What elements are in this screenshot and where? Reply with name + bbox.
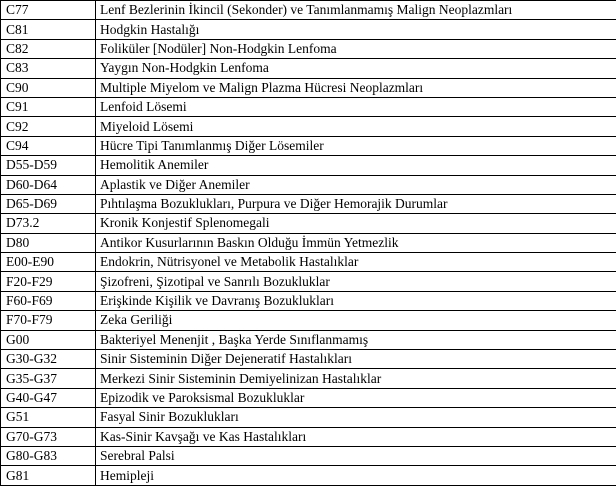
description-cell: Aplastik ve Diğer Anemiler bbox=[96, 175, 616, 194]
description-cell: Epizodik ve Paroksismal Bozukluklar bbox=[96, 388, 616, 407]
table-row bbox=[1, 272, 616, 291]
table-row bbox=[1, 39, 616, 58]
code-cell: D55-D59 bbox=[1, 156, 96, 175]
table-row bbox=[1, 330, 616, 349]
table-row bbox=[1, 388, 616, 407]
description-cell: Hemipleji bbox=[96, 466, 616, 485]
description-cell: Bakteriyel Menenjit , Başka Yerde Sınıflanmamış bbox=[96, 330, 616, 349]
table-row bbox=[1, 253, 616, 272]
description-cell: Şizofreni, Şizotipal ve Sanrılı Bozukluklar bbox=[96, 272, 616, 291]
description-cell: Merkezi Sinir Sisteminin Demiyelinizan Hastalıklar bbox=[96, 369, 616, 388]
table-row bbox=[1, 78, 616, 97]
code-cell: D80 bbox=[1, 233, 96, 252]
description-cell: Serebral Palsi bbox=[96, 446, 616, 465]
code-cell: D73.2 bbox=[1, 214, 96, 233]
description-cell: Kronik Konjestif Splenomegali bbox=[96, 214, 616, 233]
description-cell: Endokrin, Nütrisyonel ve Metabolik Hastalıklar bbox=[96, 253, 616, 272]
code-cell: D60-D64 bbox=[1, 175, 96, 194]
table-row bbox=[1, 194, 616, 213]
code-cell: F70-F79 bbox=[1, 311, 96, 330]
description-cell: Miyeloid Lösemi bbox=[96, 117, 616, 136]
code-cell: C81 bbox=[1, 20, 96, 39]
code-cell: F60-F69 bbox=[1, 291, 96, 310]
code-cell: D65-D69 bbox=[1, 194, 96, 213]
description-cell: Sinir Sisteminin Diğer Dejeneratif Hastalıkları bbox=[96, 350, 616, 369]
table-row bbox=[1, 20, 616, 39]
description-cell: Foliküler [Nodüler] Non-Hodgkin Lenfoma bbox=[96, 39, 616, 58]
description-cell: Pıhtılaşma Bozuklukları, Purpura ve Diğer Hemorajik Durumlar bbox=[96, 194, 616, 213]
table-row bbox=[1, 214, 616, 233]
table-row bbox=[1, 156, 616, 175]
table-row bbox=[1, 233, 616, 252]
code-cell: C94 bbox=[1, 136, 96, 155]
description-cell: Fasyal Sinir Bozuklukları bbox=[96, 408, 616, 427]
description-cell: Hemolitik Anemiler bbox=[96, 156, 616, 175]
table-row bbox=[1, 117, 616, 136]
description-cell: Multiple Miyelom ve Malign Plazma Hücresi Neoplazmları bbox=[96, 78, 616, 97]
table-row bbox=[1, 97, 616, 116]
description-cell: Lenfoid Lösemi bbox=[96, 97, 616, 116]
code-cell: G40-G47 bbox=[1, 388, 96, 407]
code-cell: E00-E90 bbox=[1, 253, 96, 272]
code-cell: F20-F29 bbox=[1, 272, 96, 291]
description-cell: Hodgkin Hastalığı bbox=[96, 20, 616, 39]
description-cell: Yaygın Non-Hodgkin Lenfoma bbox=[96, 59, 616, 78]
code-cell: G51 bbox=[1, 408, 96, 427]
table-row bbox=[1, 59, 616, 78]
table-row bbox=[1, 291, 616, 310]
table-row bbox=[1, 369, 616, 388]
code-cell: C91 bbox=[1, 97, 96, 116]
table-row bbox=[1, 350, 616, 369]
code-cell: G00 bbox=[1, 330, 96, 349]
table-row bbox=[1, 466, 616, 485]
code-cell: C82 bbox=[1, 39, 96, 58]
table-row bbox=[1, 175, 616, 194]
code-cell: G30-G32 bbox=[1, 350, 96, 369]
code-cell: G70-G73 bbox=[1, 427, 96, 446]
code-cell: C92 bbox=[1, 117, 96, 136]
code-cell: G81 bbox=[1, 466, 96, 485]
table-row bbox=[1, 136, 616, 155]
table-row bbox=[1, 1, 616, 20]
code-cell: C83 bbox=[1, 59, 96, 78]
code-cell: G35-G37 bbox=[1, 369, 96, 388]
description-cell: Hücre Tipi Tanımlanmış Diğer Lösemiler bbox=[96, 136, 616, 155]
code-cell: C77 bbox=[1, 1, 96, 20]
code-cell: G80-G83 bbox=[1, 446, 96, 465]
table-row bbox=[1, 408, 616, 427]
table-row bbox=[1, 446, 616, 465]
description-cell: Antikor Kusurlarının Baskın Olduğu İmmün Yetmezlik bbox=[96, 233, 616, 252]
description-cell: Kas-Sinir Kavşağı ve Kas Hastalıkları bbox=[96, 427, 616, 446]
description-cell: Erişkinde Kişilik ve Davranış Bozuklukları bbox=[96, 291, 616, 310]
table-row bbox=[1, 311, 616, 330]
code-cell: C90 bbox=[1, 78, 96, 97]
description-cell: Zeka Geriliği bbox=[96, 311, 616, 330]
table-row bbox=[1, 427, 616, 446]
description-cell: Lenf Bezlerinin İkincil (Sekonder) ve Tanımlanmamış Malign Neoplazmları bbox=[96, 1, 616, 20]
